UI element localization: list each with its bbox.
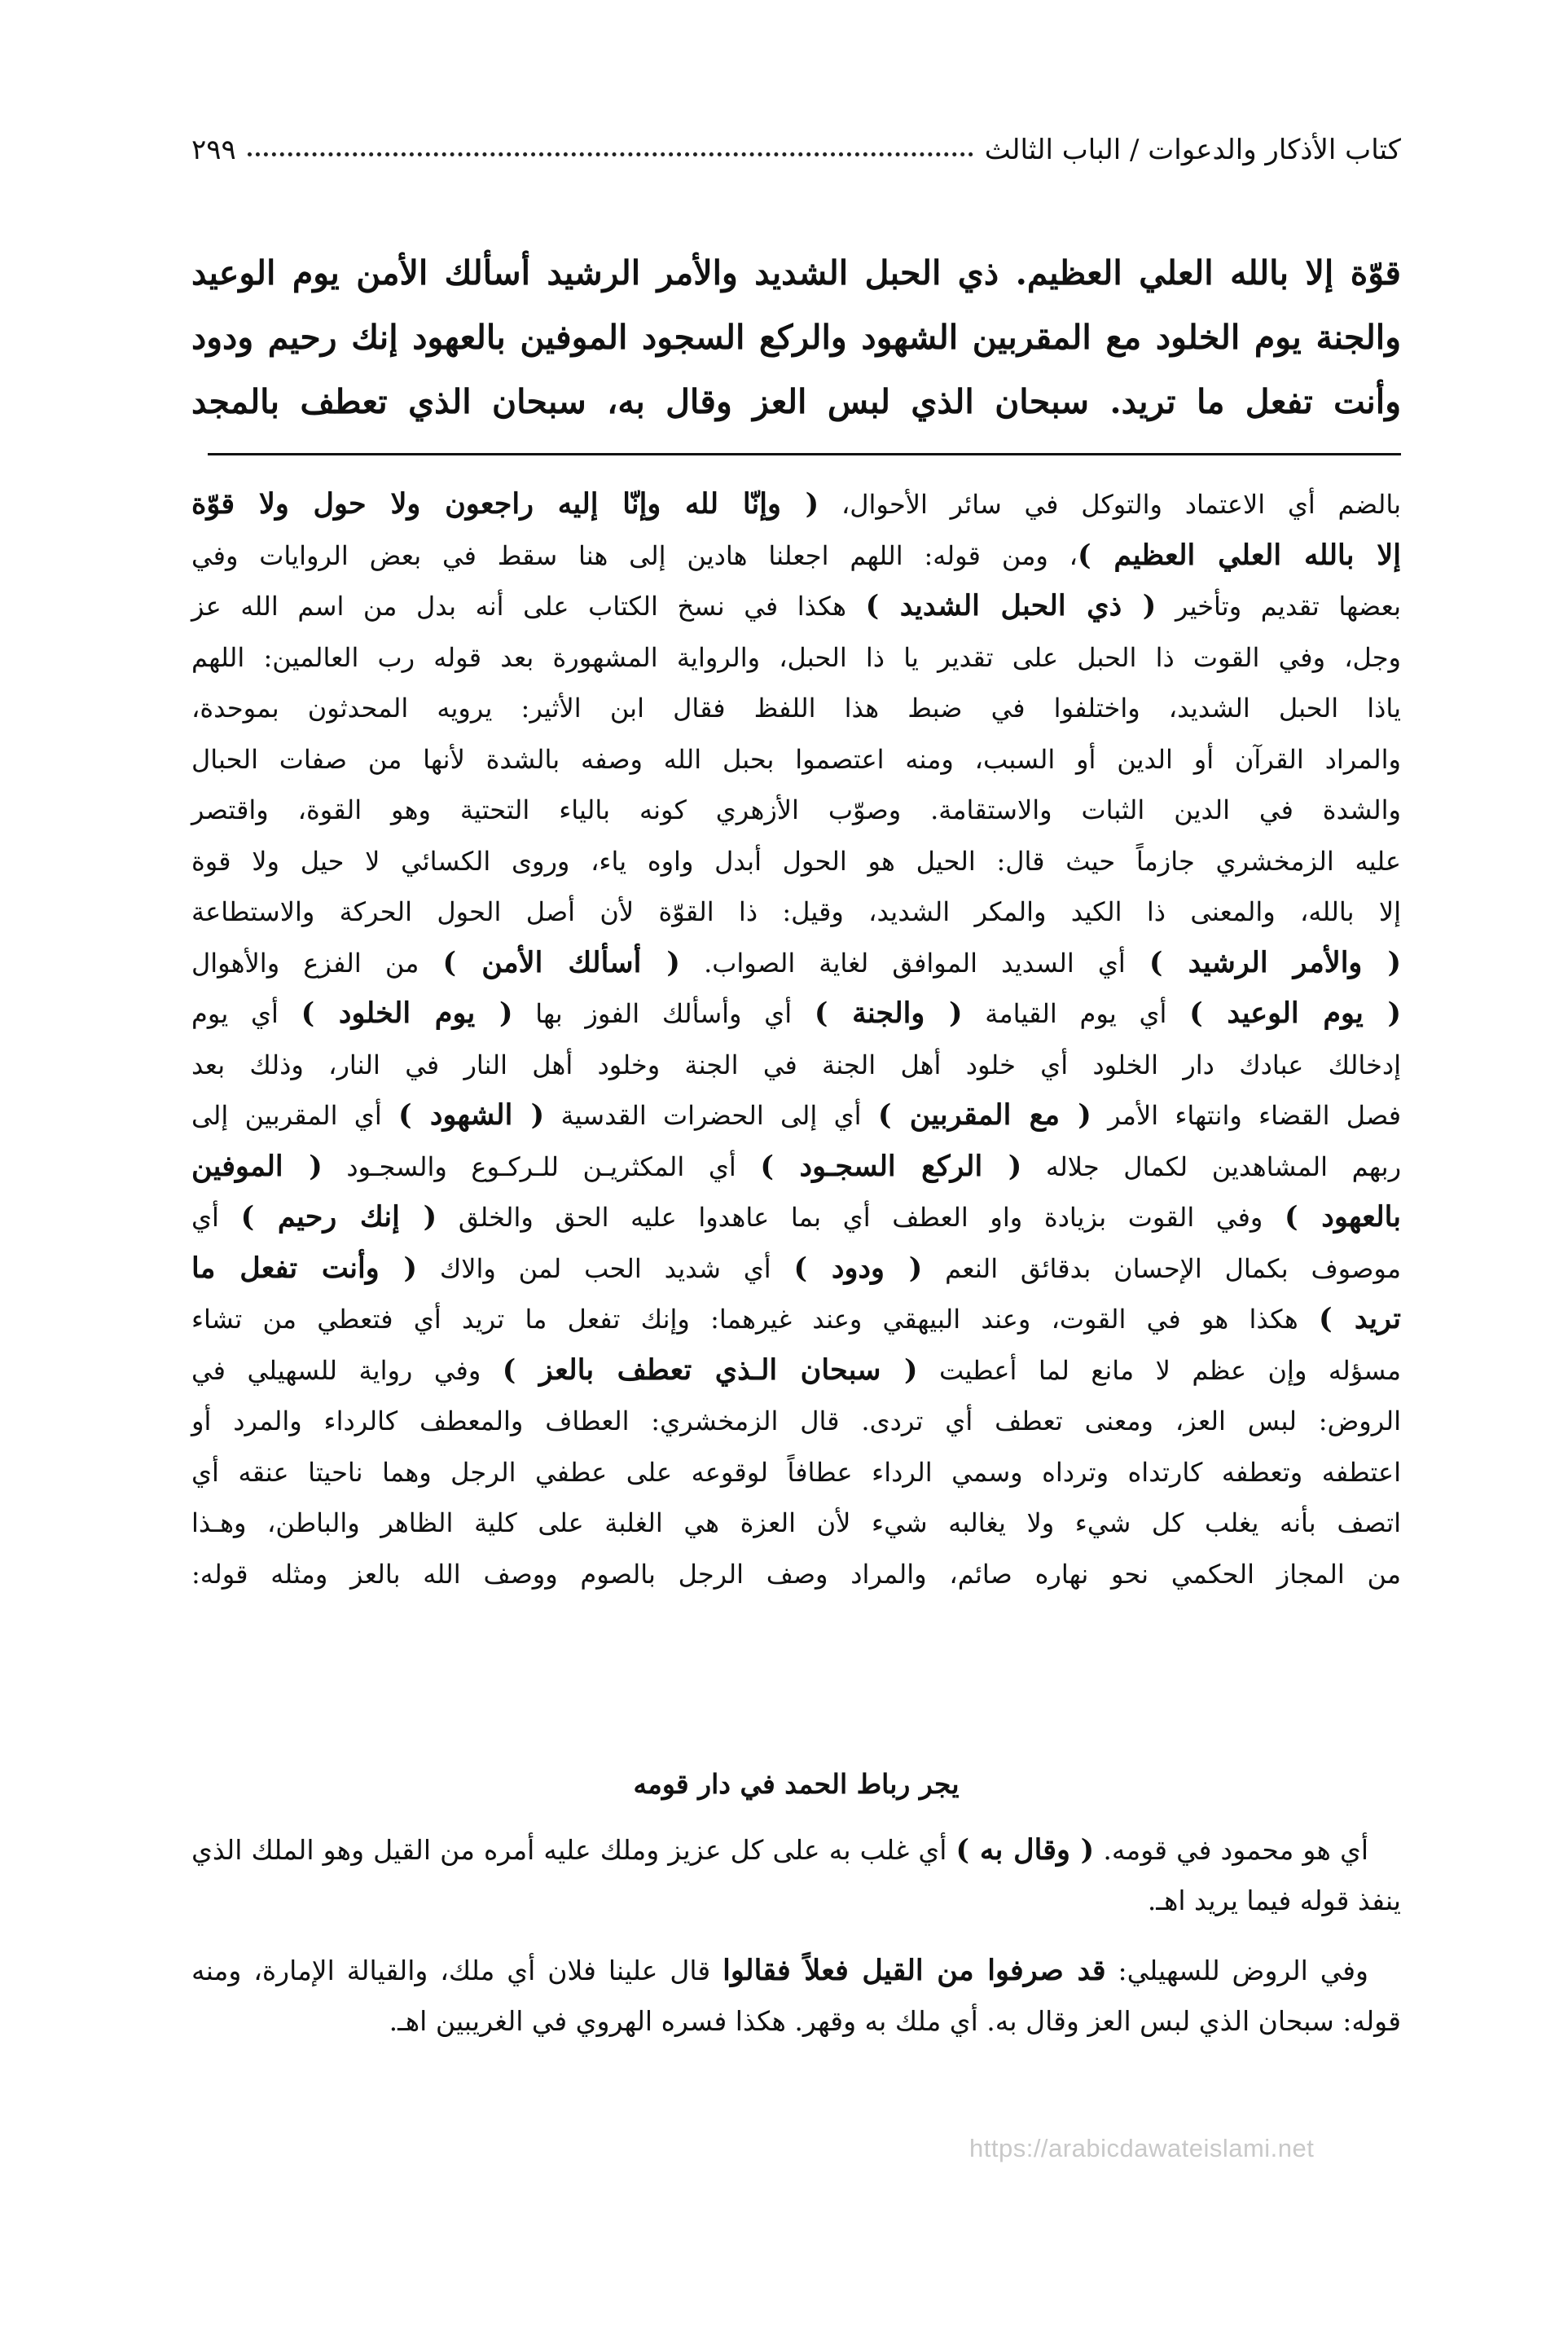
- quoted-phrase: بالعهود ): [1285, 1200, 1402, 1234]
- commentary-line: [191, 581, 1401, 632]
- quoted-phrase: إلا بالله العلي العظيم ): [1077, 538, 1401, 572]
- dotted-leader: [248, 152, 973, 156]
- text: أي السديد الموافق لغاية الصواب.: [704, 947, 1126, 979]
- quoted-phrase: ( ذي الحبل الشديد ): [865, 589, 1157, 622]
- commentary: [191, 479, 1401, 1599]
- quoted-phrase: ( يوم الخلود ): [301, 996, 513, 1030]
- verse-line: يجر رباط الحمد في دار قومه: [633, 1768, 960, 1800]
- commentary-line: إلا بالله، والمعنى ذا الكيد والمكر الشديد، وقيل: ذا القوّة لأن أصل الحول الحركة والاستطاعة: [191, 896, 1401, 927]
- quoted-phrase: ( الشهود ): [398, 1098, 545, 1132]
- commentary-line: [191, 1345, 1401, 1397]
- quoted-phrase: ( وأنت تفعل ما: [191, 1251, 418, 1285]
- commentary-line: [191, 1090, 1401, 1142]
- commentary-line: من المجاز الحكمي نحو نهاره صائم، والمراد وصف الرجل بالصوم ووصف الله بالعز ومثله قوله:: [191, 1558, 1401, 1590]
- commentary-line: والمراد القرآن أو الدين أو السبب، ومنه اعتصموا بحبل الله وصفه بالشدة لأنها من صفات الحبال: [191, 743, 1402, 775]
- text: قال علينا فلان أي ملك، والقيالة الإمارة، ومنه قوله: سبحان الذي لبس العز وقال به. أي ملك به وقهر. هكذا فسره الهروي في الغريبين اهـ.: [191, 1955, 1401, 2037]
- quoted-phrase: ( الموفين: [191, 1149, 323, 1183]
- page-number: ٢٩٩: [191, 134, 236, 166]
- running-header: [191, 130, 1401, 169]
- watermark-url: https://arabicdawateislami.net: [969, 2134, 1315, 2162]
- quoted-phrase: ( وقال به ): [955, 1833, 1095, 1867]
- main-text-line: وأنت تفعل ما تريد. سبحان الذي لبس العز وقال به، سبحان الذي تعطف بالمجد: [191, 382, 1401, 421]
- commentary-line: والشدة في الدين الثبات والاستقامة. وصوّب الأزهري كونه بالياء التحتية وهو القوة، واقتصر: [191, 794, 1401, 825]
- quoted-phrase: ( الركع السجـود ): [760, 1149, 1022, 1183]
- text: أي إلى الحضرات القدسية: [560, 1100, 862, 1131]
- commentary-line: [191, 530, 1401, 582]
- footnote-separator: [208, 453, 1401, 455]
- main-text: [191, 241, 1401, 434]
- commentary-line: اتصف بأنه يغلب كل شيء ولا يغالبه شيء لأن العزة هي الغلبة على كلية الظاهر والباطن، وهـذا: [191, 1507, 1401, 1538]
- commentary-line: [191, 1294, 1401, 1345]
- text: أي يوم: [191, 998, 279, 1029]
- commentary-line: [191, 1243, 1401, 1295]
- text: أي وأسألك الفوز بها: [535, 998, 793, 1029]
- quoted-phrase: ( سبحان الـذي تعطف بالعز ): [502, 1353, 918, 1387]
- commentary-line: [191, 479, 1401, 530]
- text: من الفزع والأهوال: [191, 947, 419, 979]
- main-text-line: والجنة يوم الخلود مع المقربين الشهود والركع السجود الموفين بالعهود إنك رحيم ودود: [191, 318, 1401, 357]
- main-text-line: قوّة إلا بالله العلي العظيم. ذي الحبل الشديد والأمر الرشيد أسألك الأمن يوم الوعيد: [191, 253, 1401, 293]
- text: ربهم المشاهدين لكمال جلاله: [1045, 1150, 1402, 1182]
- commentary-line: وجل، وفي القوت ذا الحبل على تقدير يا ذا الحبل، والرواية المشهورة بعد قوله رب العالمين: اللهم: [191, 641, 1401, 673]
- text: بالضم أي الاعتماد والتوكل في سائر الأحوال،: [841, 489, 1402, 520]
- quoted-phrase: ( يوم الوعيد ): [1189, 996, 1402, 1030]
- quoted-phrase: ( إنك رحيم ): [240, 1200, 437, 1234]
- running-title: كتاب الأذكار والدعوات / الباب الثالث: [984, 134, 1401, 166]
- text: وفي رواية للسهيلي في: [191, 1354, 481, 1386]
- text: هكذا في نسخ الكتاب على أنه بدل من اسم الله عز: [191, 591, 847, 622]
- quoted-phrase: ( وإنّا لله وإنّا إليه راجعون ولا حول ولا قوّة: [191, 487, 819, 521]
- commentary-line: عليه الزمخشري جازماً حيث قال: الحيل هو الحول أبدل واوه ياء، وروى الكسائي لا حيل ولا قوة: [191, 845, 1401, 877]
- text: بعضها تقديم وتأخير: [1175, 591, 1402, 622]
- quoted-phrase: ( ودود ): [793, 1251, 923, 1285]
- commentary-line: ياذا الحبل الشديد، واختلفوا في ضبط هذا اللفظ فقال ابن الأثير: يرويه المحدثون بموحدة،: [191, 693, 1401, 724]
- text: أي يوم القيامة: [985, 998, 1167, 1029]
- quoted-phrase: ( والأمر الرشيد ): [1149, 945, 1402, 979]
- text: وفي القوت بزيادة واو العطف أي بما عاهدوا عليه الحق والخلق: [458, 1202, 1263, 1233]
- text: وفي الروض للسهيلي:: [1118, 1955, 1368, 1986]
- text: مسؤله وإن عظم لا مانع لما أعطيت: [939, 1354, 1402, 1386]
- text: أي المكثريـن للـركـوع والسجـود: [346, 1150, 736, 1182]
- commentary-line: الروض: لبس العز، ومعنى تعطف أي تردى. قال الزمخشري: العطاف والمعطف كالرداء والمرد أو: [191, 1405, 1401, 1436]
- paragraph: [191, 1825, 1401, 1926]
- text: أي هو محمود في قومه.: [1103, 1834, 1368, 1866]
- commentary-line: [191, 988, 1401, 1040]
- quoted-phrase: تريد ): [1319, 1302, 1401, 1335]
- text: هكذا هو في القوت، وعند البيهقي وعند غيرهما: وإنك تفعل ما تريد أي فتعطي من تشاء: [191, 1304, 1298, 1335]
- text: فصل القضاء وانتهاء الأمر: [1108, 1100, 1402, 1131]
- commentary-line: اعتطفه وتعطفه كارتداه وترداه وسمي الرداء عطافاً لوقوعه على عطفي الرجل وهما ناحيتا عنقه أي: [191, 1456, 1401, 1488]
- text: ، ومن قوله: اللهم اجعلنا هادين إلى هنا سقط في بعض الروايات وفي: [191, 539, 1078, 571]
- paragraph: [191, 1946, 1401, 2047]
- commentary-line: [191, 1192, 1401, 1243]
- commentary-line: إدخالك عبادك دار الخلود أي خلود أهل الجنة في الجنة وخلود أهل النار في النار، وذلك بعد: [191, 1049, 1401, 1080]
- quoted-phrase: ( أسألك الأمن ): [442, 945, 680, 979]
- commentary-line: [191, 938, 1401, 989]
- quoted-phrase: ( مع المقربين ): [877, 1098, 1091, 1132]
- text: أي: [191, 1202, 219, 1233]
- text: أي شديد الحب لمن والاك: [439, 1252, 771, 1284]
- text: موصوف بكمال الإحسان بدقائق النعم: [945, 1252, 1402, 1284]
- quoted-phrase: قد صرفوا من القيل فعلاً فقالوا: [723, 1954, 1106, 1987]
- text: أي المقربين إلى: [191, 1100, 382, 1131]
- quoted-phrase: ( والجنة ): [814, 996, 963, 1030]
- commentary-line: [191, 1142, 1401, 1193]
- closing-paragraphs: [191, 1825, 1401, 2066]
- text: أي غلب به على كل عزيز وملك عليه أمره من القيل وهو الملك الذي ينفذ قوله فيما يريد اهـ.: [191, 1834, 1401, 1916]
